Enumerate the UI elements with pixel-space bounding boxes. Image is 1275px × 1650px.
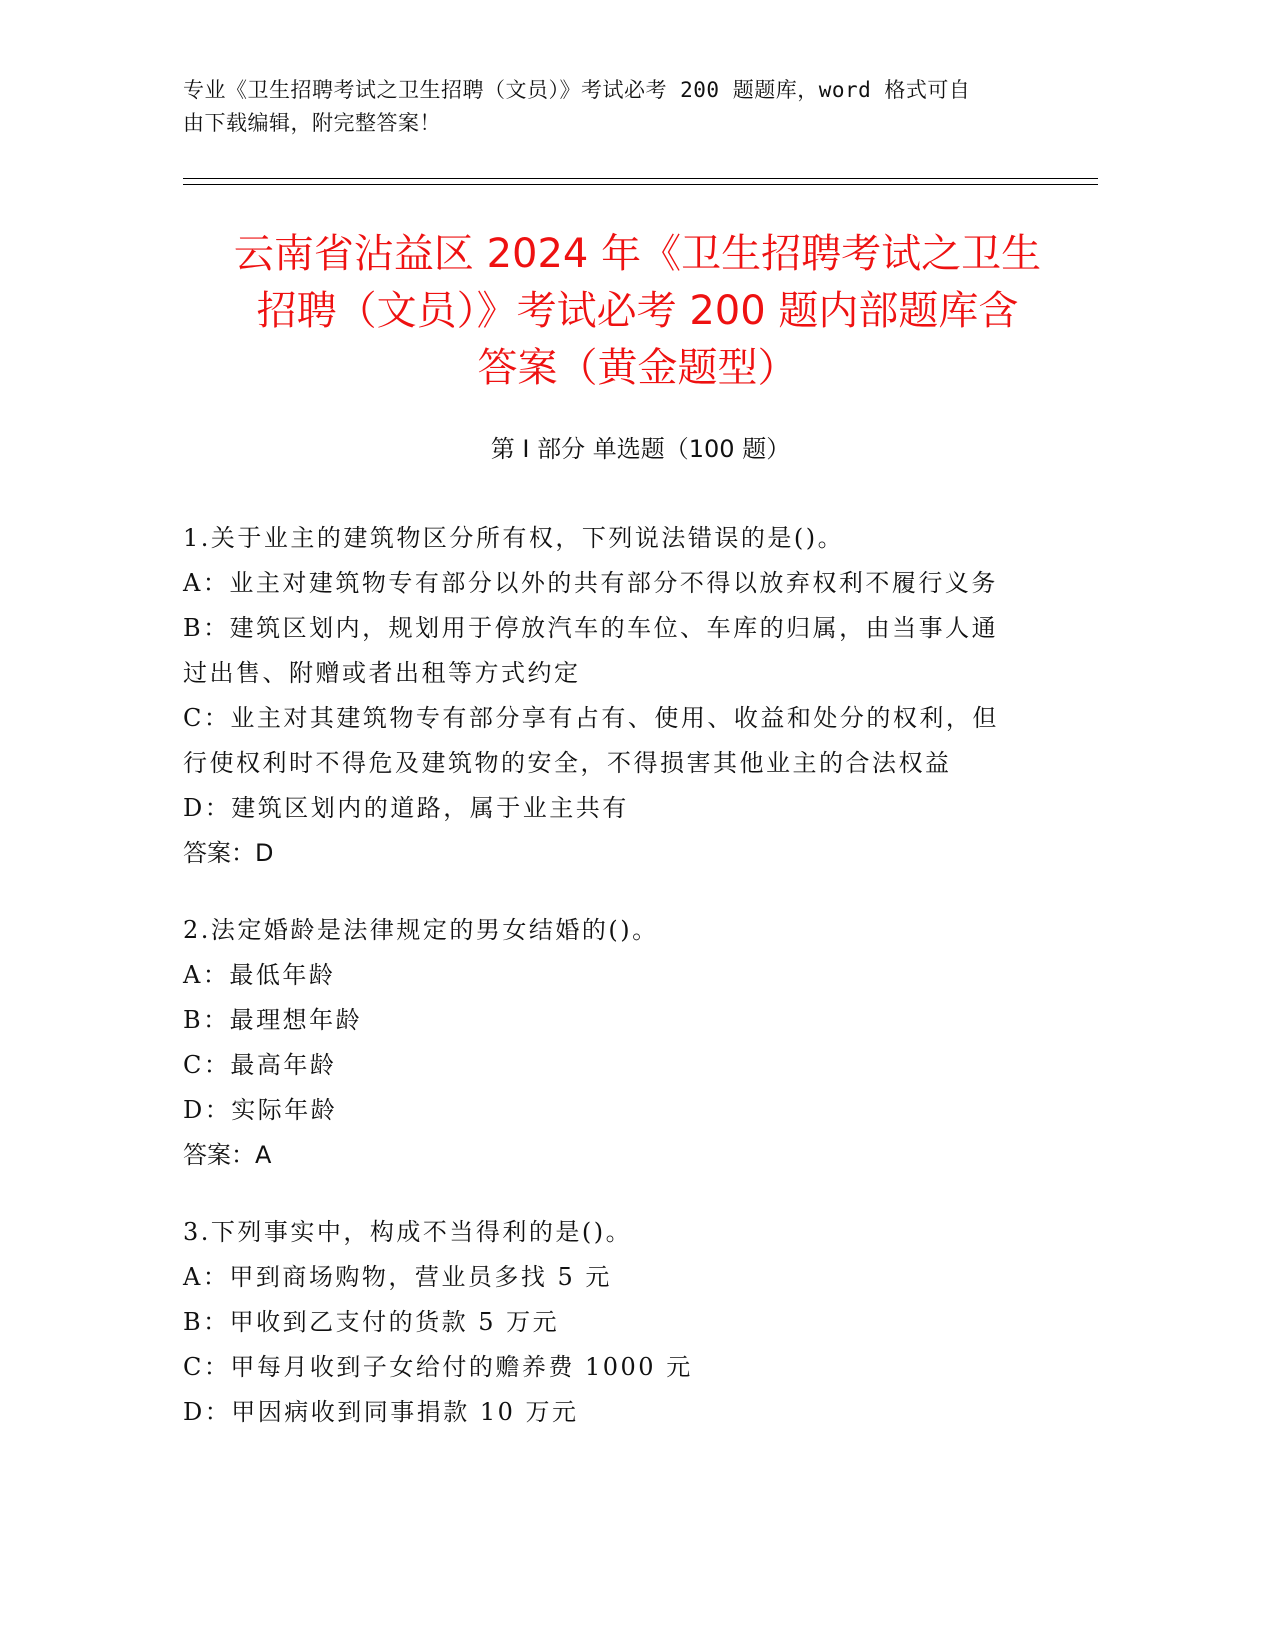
option-d: D：实际年龄 bbox=[183, 1096, 338, 1124]
question-2 bbox=[183, 908, 1063, 1178]
option-b: B：甲收到乙支付的货款 5 万元 bbox=[183, 1308, 560, 1336]
option-b: B：建筑区划内，规划用于停放汽车的车位、车库的归属，由当事人通 bbox=[183, 614, 999, 642]
question-1 bbox=[183, 516, 1063, 876]
document-title bbox=[150, 226, 1125, 397]
document-title-line-2: 招聘（文员）》考试必考 200 题内部题库含 bbox=[256, 288, 1019, 334]
option-c: C：最高年龄 bbox=[183, 1051, 337, 1079]
option-c: C：业主对其建筑物专有部分享有占有、使用、收益和处分的权利，但 bbox=[183, 704, 999, 732]
option-d: D：甲因病收到同事捐款 10 万元 bbox=[183, 1398, 579, 1426]
option-b-continued: 过出售、附赠或者出租等方式约定 bbox=[183, 659, 581, 687]
header-note-line-2: 由下载编辑，附完整答案！ bbox=[183, 111, 441, 135]
answer: 答案：D bbox=[183, 839, 274, 867]
option-d: D：建筑区划内的道路，属于业主共有 bbox=[183, 794, 629, 822]
document-title-line-1: 云南省沾益区 2024 年《卫生招聘考试之卫生 bbox=[233, 231, 1042, 277]
header-divider-bottom bbox=[183, 184, 1098, 185]
option-a: A：最低年龄 bbox=[183, 961, 336, 989]
question-stem: 3.下列事实中，构成不当得利的是()。 bbox=[183, 1218, 633, 1246]
option-c-continued: 行使权利时不得危及建筑物的安全，不得损害其他业主的合法权益 bbox=[183, 749, 952, 777]
question-3 bbox=[183, 1210, 1063, 1435]
option-c: C：甲每月收到子女给付的赡养费 1000 元 bbox=[183, 1353, 693, 1381]
question-list bbox=[183, 516, 1063, 1467]
question-stem: 2.法定婚龄是法律规定的男女结婚的()。 bbox=[183, 916, 659, 944]
option-a: A：业主对建筑物专有部分以外的共有部分不得以放弃权利不履行义务 bbox=[183, 569, 998, 597]
header-divider-top bbox=[183, 178, 1098, 179]
document-title-line-3: 答案（黄金题型） bbox=[477, 345, 798, 391]
option-a: A：甲到商场购物，营业员多找 5 元 bbox=[183, 1263, 612, 1291]
answer: 答案：A bbox=[183, 1141, 272, 1169]
question-stem: 1.关于业主的建筑物区分所有权，下列说法错误的是()。 bbox=[183, 524, 845, 552]
header-note-line-1: 专业《卫生招聘考试之卫生招聘（文员）》考试必考 200 题题库，word 格式可自 bbox=[183, 78, 971, 102]
section-title: 第 I 部分 单选题（100 题） bbox=[490, 435, 791, 463]
header-note bbox=[183, 74, 1063, 140]
option-b: B：最理想年龄 bbox=[183, 1006, 363, 1034]
